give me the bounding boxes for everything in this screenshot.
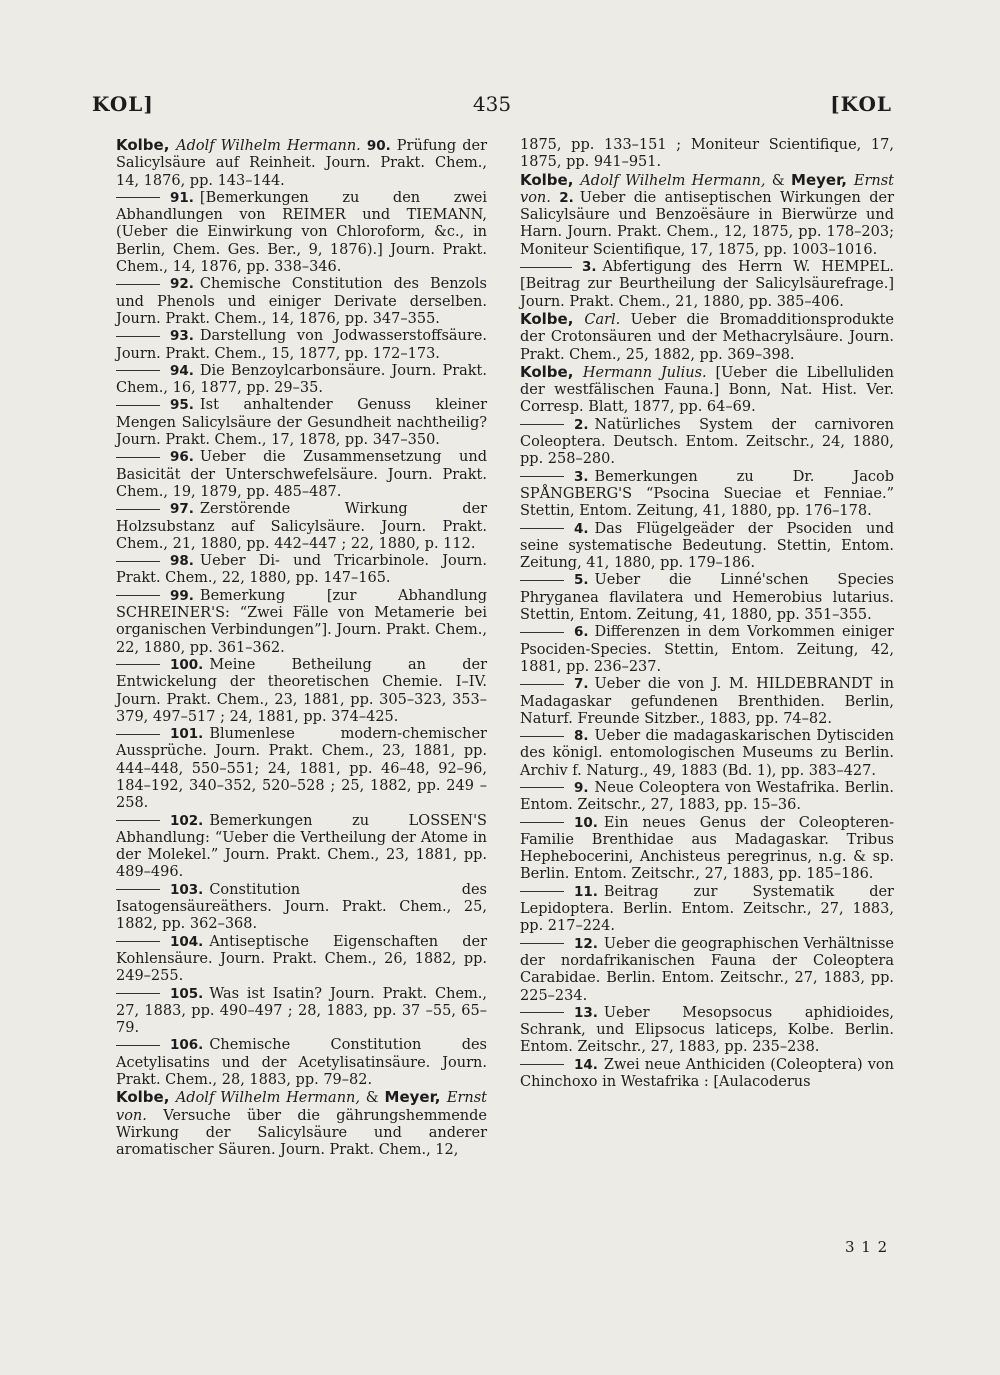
- entry-text: 1875, pp. 133–151 ; Moniteur Scientifique, 17, 1875, pp. 941–951.: [520, 137, 894, 171]
- entry-number: 98.: [170, 553, 194, 570]
- ditto-dash: [520, 787, 564, 788]
- entry-text: Natürliches System der carnivoren Coleoptera. Deutsch. Entom. Zeitschr., 24, 1880, pp. 258–280.: [520, 416, 894, 468]
- ditto-dash: [520, 822, 564, 823]
- entry-number: 7.: [574, 676, 589, 693]
- ditto-dash: [116, 561, 160, 562]
- entry-given-name: Hermann Julius.: [582, 364, 716, 381]
- ditto-dash: [116, 1045, 160, 1046]
- entry-author: Kolbe,: [116, 136, 177, 154]
- bibliography-entry: [520, 469, 894, 521]
- entry-text: Blumenlese modern-chemischer Aussprüche. Journ. Prakt. Chem., 23, 1881, pp. 444–448, 550–551; 24, 1881, pp. 46–48, 92–96, 184–192, 340–352, 520–528 ; 25, 1882, pp. 249 –258.: [116, 726, 487, 812]
- bibliography-entry: [520, 137, 894, 172]
- entry-text: Antiseptische Eigenschaften der Kohlensäure. Journ. Prakt. Chem., 26, 1882, pp. 249–255.: [116, 933, 487, 985]
- entry-author: Kolbe,: [520, 170, 581, 189]
- bibliography-entry: [116, 882, 487, 934]
- entry-text: Differenzen in dem Vorkommen einiger Psociden-Species. Stettin, Entom. Zeitung, 42, 1881, pp. 236–237.: [520, 624, 894, 675]
- entry-given-name: Carl.: [584, 311, 631, 328]
- entry-author: Kolbe,: [520, 362, 583, 381]
- entry-number: 8.: [574, 728, 589, 745]
- ditto-dash: [116, 457, 160, 458]
- entry-text: Was ist Isatin? Journ. Prakt. Chem., 27, 1883, pp. 490–497 ; 28, 1883, pp. 37 –55, 65–79.: [116, 985, 487, 1037]
- entry-number: 3.: [582, 259, 597, 276]
- bibliography-entry: [116, 137, 487, 190]
- bibliography-entry: [116, 397, 487, 449]
- header-right: [KOL: [830, 92, 892, 116]
- entry-number: 6.: [574, 624, 589, 641]
- entry-number: 9.: [574, 779, 589, 796]
- entry-ampersand: &: [771, 172, 792, 189]
- entry-text: Bemerkungen zu Dr. Jacob SPÅNGBERG'S “Psocina Sueciae et Fenniae.” Stettin, Entom. Zeitung, 41, 1880, pp. 176–178.: [520, 468, 894, 520]
- ditto-dash: [116, 941, 160, 942]
- entry-number: 2.: [574, 416, 589, 433]
- entry-author: Kolbe,: [116, 1088, 176, 1107]
- entry-text: Bemerkungen zu LOSSEN'S Abhandlung: “Ueber die Vertheilung der Atome in der Molekel.” Journ. Prakt. Chem., 23, 1881, pp. 489–496.: [116, 812, 487, 881]
- bibliography-entry: [520, 728, 894, 780]
- ditto-dash: [520, 1012, 564, 1013]
- ditto-dash: [520, 684, 564, 685]
- entry-coauthor: Meyer,: [791, 170, 854, 189]
- entry-number: 99.: [170, 587, 194, 604]
- entry-number: 104.: [170, 933, 204, 950]
- bibliography-entry: [520, 417, 894, 469]
- ditto-dash: [116, 405, 160, 406]
- entry-number: 105.: [170, 985, 204, 1002]
- entry-text: Neue Coleoptera von Westafrika. Berlin. Entom. Zeitschr., 27, 1883, pp. 15–36.: [520, 779, 894, 814]
- entry-text: Chemische Constitution des Benzols und Phenols und einiger Derivate derselben. Journ. Prakt. Chem., 14, 1876, pp. 347–355.: [116, 276, 487, 327]
- bibliography-entry: [116, 934, 487, 986]
- entry-text: Ueber Mesopsocus aphidioides, Schrank, und Elipsocus laticeps, Kolbe. Berlin. Entom. Zeitschr., 27, 1883, pp. 235–238.: [520, 1004, 894, 1056]
- bibliography-entry: [520, 172, 894, 259]
- bibliography-entry: [520, 311, 894, 364]
- entry-coauthor: Meyer,: [384, 1088, 447, 1107]
- entry-given-name: Adolf Wilhelm Hermann,: [175, 1090, 366, 1107]
- entry-given-name: Adolf Wilhelm Hermann,: [580, 172, 772, 189]
- entry-number: 12.: [574, 935, 598, 952]
- bibliography-entry: [520, 676, 894, 728]
- entry-number: 91.: [170, 189, 194, 206]
- bibliography-entry: [116, 1089, 487, 1159]
- entry-text: Abfertigung des Herrn W. HEMPEL. [Beitrag zur Beurtheilung der Salicylsäurefrage.] Journ. Prakt. Chem., 21, 1880, pp. 385–406.: [520, 259, 894, 310]
- bibliography-entry: [520, 364, 894, 417]
- entry-number: 11.: [574, 883, 598, 900]
- entry-number: 96.: [170, 449, 194, 466]
- entry-number: 10.: [574, 814, 598, 831]
- entry-text: Meine Betheilung an der Entwickelung der theoretischen Chemie. I–IV. Journ. Prakt. Chem., 23, 1881, pp. 305–323, 353–379, 497–517 ; 24, 1881, pp. 374–425.: [116, 656, 487, 725]
- entry-number: 97.: [170, 501, 194, 518]
- ditto-dash: [520, 267, 572, 268]
- bibliography-entry: [520, 521, 894, 573]
- entry-text: Die Benzoylcarbonsäure. Journ. Prakt. Chem., 16, 1877, pp. 29–35.: [116, 362, 487, 397]
- entry-number: 100.: [170, 656, 204, 673]
- entry-number: 103.: [170, 881, 204, 898]
- ditto-dash: [116, 664, 160, 665]
- ditto-dash: [116, 284, 160, 285]
- page-number: 435: [472, 92, 512, 116]
- entry-number: 14.: [574, 1056, 598, 1073]
- entry-text: Ein neues Genus der Coleopteren-Familie Brenthidae aus Madagaskar. Tribus Hephebocerini, Anchisteus peregrinus, n.g. & sp. Berlin. Entom. Zeitschr., 27, 1883, pp. 185–186.: [520, 814, 894, 883]
- entry-coauthor-given: Ernst von.: [520, 172, 894, 206]
- signature-mark: 3 1 2: [845, 1238, 889, 1256]
- bibliography-entry: [520, 624, 894, 676]
- bibliography-entry: [520, 259, 894, 311]
- ditto-dash: [520, 528, 564, 529]
- entry-text: Ueber die von J. M. HILDEBRANDT in Madagaskar gefundenen Brenthiden. Berlin, Naturf. Freunde Sitzber., 1883, pp. 74–82.: [520, 676, 894, 727]
- entry-text: Ueber die Bromadditionsprodukte der Crotonsäuren und der Methacrylsäure. Journ. Prakt. Chem., 25, 1882, pp. 369–398.: [520, 311, 894, 363]
- header-left: KOL]: [92, 92, 154, 116]
- right-column: [520, 137, 894, 1091]
- entry-text: Ist anhaltender Genuss kleiner Mengen Salicylsäure der Gesundheit nachtheilig? Journ. Prakt. Chem., 17, 1878, pp. 347–350.: [116, 397, 487, 449]
- entry-text: Ueber die geographischen Verhältnisse der nordafrikanischen Fauna der Coleoptera Carabidae. Berlin. Entom. Zeitschr., 27, 1883, pp. 225–234.: [520, 935, 894, 1004]
- entry-given-name: Adolf Wilhelm Hermann.: [176, 138, 367, 154]
- bibliography-entry: [116, 986, 487, 1038]
- bibliography-entry: [116, 553, 487, 588]
- ditto-dash: [520, 580, 564, 581]
- ditto-dash: [520, 632, 564, 633]
- entry-number: 90.: [366, 138, 391, 154]
- bibliography-entry: [520, 780, 894, 815]
- entry-number: 92.: [170, 276, 194, 293]
- entry-text: Constitution des Isatogensäureäthers. Journ. Prakt. Chem., 25, 1882, pp. 362–368.: [116, 881, 487, 933]
- entry-text: Das Flügelgeäder der Psociden und seine systematische Bedeutung. Stettin, Entom. Zeitung, 41, 1880, pp. 179–186.: [520, 520, 894, 572]
- entry-number: 94.: [170, 362, 194, 379]
- entry-coauthor-given: Ernst von.: [116, 1090, 487, 1124]
- bibliography-entry: [116, 501, 487, 553]
- entry-number: 13.: [574, 1004, 598, 1021]
- entry-text: Ueber Di- und Tricarbinole. Journ. Prakt. Chem., 22, 1880, pp. 147–165.: [116, 553, 487, 587]
- ditto-dash: [116, 336, 160, 337]
- ditto-dash: [520, 476, 564, 477]
- ditto-dash: [520, 943, 564, 944]
- bibliography-entry: [116, 657, 487, 726]
- entry-text: [Bemerkungen zu den zwei Abhandlungen von REIMER und TIEMANN, (Ueber die Einwirkung von Chloroform, &c., in Berlin, Chem. Ges. Ber., 9, 1876).] Journ. Prakt. Chem., 14, 1876, pp. 338–346.: [116, 189, 487, 276]
- ditto-dash: [520, 1064, 564, 1065]
- bibliography-entry: [116, 276, 487, 328]
- ditto-dash: [116, 820, 160, 821]
- entry-number: 4.: [574, 520, 589, 537]
- entry-text: Zerstörende Wirkung der Holzsubstanz auf Salicylsäure. Journ. Prakt. Chem., 21, 1880, pp. 442–447 ; 22, 1880, p. 112.: [116, 501, 487, 552]
- ditto-dash: [520, 891, 564, 892]
- entry-text: Ueber die Zusammensetzung und Basicität der Unterschwefelsäure. Journ. Prakt. Chem., 19, 1879, pp. 485–487.: [116, 449, 487, 500]
- page-header: [92, 92, 892, 122]
- entry-text: Prüfung der Salicylsäure auf Reinheit. Journ. Prakt. Chem., 14, 1876, pp. 143–144.: [116, 138, 488, 189]
- entry-text: Darstellung von Jodwasserstoffsäure. Journ. Prakt. Chem., 15, 1877, pp. 172–173.: [116, 328, 487, 362]
- bibliography-entry: [116, 1037, 487, 1089]
- entry-number: 3.: [574, 468, 589, 485]
- entry-text: [Ueber die Libelluliden der westfälischen Fauna.] Bonn, Nat. Hist. Ver. Corresp. Blatt, 1877, pp. 64–69.: [520, 364, 895, 416]
- bibliography-entry: [116, 588, 487, 657]
- bibliography-entry: [520, 572, 894, 624]
- entry-text: Chemische Constitution des Acetylisatins und der Acetylisatinsäure. Journ. Prakt. Chem., 28, 1883, pp. 79–82.: [116, 1037, 487, 1089]
- bibliography-entry: [520, 815, 894, 884]
- ditto-dash: [116, 595, 160, 596]
- bibliography-entry: [116, 190, 487, 276]
- ditto-dash: [520, 424, 564, 425]
- bibliography-entry: [116, 363, 487, 398]
- ditto-dash: [520, 736, 564, 737]
- entry-number: 106.: [170, 1037, 204, 1054]
- ditto-dash: [116, 889, 160, 890]
- entry-text: Bemerkung [zur Abhandlung SCHREINER'S: “Zwei Fälle von Metamerie bei organischen Verbindungen”]. Journ. Prakt. Chem., 22, 1880, pp. 361–362.: [116, 587, 487, 656]
- bibliography-entry: [520, 1057, 894, 1092]
- entry-text: Ueber die antiseptischen Wirkungen der Salicylsäure und Benzoësäure in Bierwürze und Harn. Journ. Prakt. Chem., 12, 1875, pp. 178–203; Moniteur Scientifique, 17, 1875, pp. 1003–1016.: [520, 189, 894, 258]
- entry-number: 102.: [170, 812, 204, 829]
- entry-number: 5.: [574, 572, 589, 589]
- entry-text: Ueber die madagaskarischen Dytisciden des königl. entomologischen Museums zu Berlin. Archiv f. Naturg., 49, 1883 (Bd. 1), pp. 383–427.: [520, 728, 894, 779]
- left-column: [116, 137, 487, 1160]
- entry-text: Zwei neue Anthiciden (Coleoptera) von Chinchoxo in Westafrika : [Aulacoderus: [520, 1056, 894, 1091]
- bibliography-entry: [116, 813, 487, 882]
- entry-text: Versuche über die gährungshemmende Wirkung der Salicylsäure und anderer aromatischer Säuren. Journ. Prakt. Chem., 12,: [116, 1107, 488, 1159]
- bibliography-entry: [520, 884, 894, 936]
- ditto-dash: [116, 509, 160, 510]
- ditto-dash: [116, 370, 160, 371]
- entry-ampersand: &: [365, 1090, 385, 1107]
- bibliography-entry: [520, 1005, 894, 1057]
- ditto-dash: [116, 993, 160, 994]
- entry-text: Beitrag zur Systematik der Lepidoptera. Berlin. Entom. Zeitschr., 27, 1883, pp. 217–224.: [520, 883, 894, 935]
- bibliography-entry: [116, 449, 487, 501]
- entry-author: Kolbe,: [520, 309, 585, 328]
- entry-number: 101.: [170, 726, 204, 743]
- entry-number: 93.: [170, 328, 194, 345]
- ditto-dash: [116, 197, 160, 198]
- entry-number: 95.: [170, 397, 194, 414]
- bibliography-entry: [116, 726, 487, 812]
- ditto-dash: [116, 734, 160, 735]
- bibliography-entry: [116, 328, 487, 363]
- entry-number: 2.: [559, 189, 574, 206]
- entry-text: Ueber die Linné'schen Species Phryganea flavilatera und Hemerobius lutarius. Stettin, Entom. Zeitung, 41, 1880, pp. 351–355.: [520, 572, 894, 624]
- bibliography-entry: [520, 936, 894, 1005]
